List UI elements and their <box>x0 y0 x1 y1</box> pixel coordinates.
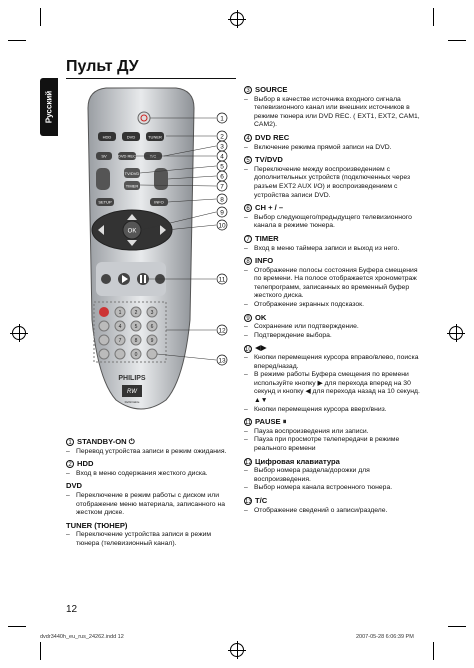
item-description-line: – Выбор номера канала встроенного тюнера. <box>244 484 420 493</box>
svg-text:5: 5 <box>134 324 138 330</box>
item-title: SOURCE <box>255 85 288 94</box>
item-heading <box>244 257 420 266</box>
item-description-line: – Выбор в качестве источника входного сигнала телевизионного канал или внешних источников в режиме тюнера или DVD REC. ( EXT1, EXT2, CAM1, CAM2). <box>244 96 420 130</box>
svg-text:2: 2 <box>134 310 138 316</box>
remote-source-label: SV <box>101 153 107 159</box>
svg-text:7: 7 <box>220 183 224 191</box>
remote-tvdvd-label: TV/DVD <box>124 171 140 176</box>
registration-mark <box>230 643 244 657</box>
item-number-badge: 13 <box>245 499 252 506</box>
item-number-badge: 12 <box>245 459 252 466</box>
svg-text:8: 8 <box>134 338 138 344</box>
description-item <box>244 134 420 152</box>
item-number-badge: 1 <box>66 438 74 446</box>
item-heading <box>244 418 420 427</box>
item-description-line: – Отображение полосы состояния Буфера смещения по времени. На полосе отображается хронометраж телепрограмм, записанных во временный буфер жесткого диска. <box>244 267 420 301</box>
remote-timer-label: TIMER <box>125 183 139 189</box>
svg-text:1: 1 <box>118 310 122 316</box>
item-title: PAUSE ⏸ <box>255 417 287 427</box>
remote-dvd-label: DVD <box>126 134 136 140</box>
item-title: CH + / – <box>255 203 284 213</box>
description-item <box>66 522 234 549</box>
registration-mark <box>230 12 244 26</box>
footer-right: 2007-05-28 6:06:39 PM <box>356 634 414 640</box>
item-heading <box>66 482 234 491</box>
item-description-line: – В режиме работы Буфера смещения по времени используйте кнопку ▶ для перехода вперед на 30 секунд и кнопку ◀ для перехода назад на 10 секунд. ▲▼ <box>244 371 420 405</box>
svg-text:5: 5 <box>220 163 224 171</box>
item-number-badge: 10 <box>245 346 252 353</box>
item-heading <box>244 134 420 143</box>
description-item <box>244 86 420 130</box>
remote-info-label: INFO <box>154 199 164 205</box>
item-title: HDD <box>77 459 94 469</box>
item-heading <box>66 460 234 469</box>
crop-mark <box>40 642 41 660</box>
item-heading <box>244 86 420 95</box>
description-item <box>66 438 234 456</box>
item-title: STANDBY-ON ⏻ <box>77 437 135 446</box>
registration-mark <box>449 326 463 340</box>
crop-mark <box>40 8 41 26</box>
svg-text:1: 1 <box>220 115 224 123</box>
item-description-line: – Пауза при просмотре телепередачи в режиме реального времени <box>244 436 420 453</box>
remote-tuner-label: TUNER <box>148 134 162 140</box>
item-heading <box>244 497 420 506</box>
item-description-line: – Переключение в режим работы с диском или отображение меню материала, записанного на жестком диске. <box>66 492 234 518</box>
language-tab: Русский <box>40 78 58 136</box>
item-title: TIMER <box>255 233 279 243</box>
description-item <box>244 418 420 453</box>
item-description-line: – Перевод устройства записи в режим ожидания. <box>66 448 234 457</box>
description-item <box>244 204 420 231</box>
remote-ok-label: OK <box>127 228 137 235</box>
item-description-line: – Пауза воспроизведения или записи. <box>244 428 420 437</box>
crop-mark <box>448 40 466 41</box>
description-item <box>244 257 420 310</box>
svg-text:0: 0 <box>134 352 138 358</box>
svg-text:2: 2 <box>220 133 224 141</box>
remote-brand: PHILIPS <box>118 375 146 382</box>
item-heading <box>244 156 420 165</box>
description-item <box>244 156 420 200</box>
svg-text:9: 9 <box>220 209 224 217</box>
item-description-line: – Переключение устройства записи в режим тюнера (телевизионный канал). <box>66 531 234 548</box>
item-heading <box>244 204 420 213</box>
item-number-badge: 6 <box>244 204 252 212</box>
page-number: 12 <box>66 604 78 615</box>
description-item <box>244 235 420 253</box>
page-title: Пульт ДУ <box>66 58 139 75</box>
svg-text:7: 7 <box>118 338 122 344</box>
description-item <box>244 497 420 515</box>
item-description-line: – Включение режима прямой записи на DVD. <box>244 144 420 153</box>
rw-sub: ReWritable <box>124 400 140 404</box>
item-title: TV/DVD <box>255 155 283 165</box>
item-description-line: – Вход в меню содержания жесткого диска. <box>66 470 234 479</box>
item-number-badge: 4 <box>244 134 252 142</box>
footer-left: dvdr3440h_eu_rus_24262.indd 12 <box>40 634 124 640</box>
svg-text:4: 4 <box>118 324 122 330</box>
item-description-line: – Кнопки перемещения курсора вверх/вниз. <box>244 406 420 415</box>
svg-text:3: 3 <box>150 310 154 316</box>
svg-text:9: 9 <box>150 338 154 344</box>
svg-text:6: 6 <box>220 173 224 181</box>
item-description-line: – Вход в меню таймера записи и выход из него. <box>244 245 420 254</box>
item-title: Цифровая клавиатура <box>255 456 340 466</box>
svg-text:12: 12 <box>218 327 226 335</box>
remote-hdd-label: HDD <box>102 134 112 140</box>
item-description-line: – Отображение сведений о записи/разделе. <box>244 507 420 516</box>
item-title: DVD <box>66 481 83 491</box>
remote-dvdrec-label: DVD REC <box>117 153 137 159</box>
item-description-line: – Кнопки перемещения курсора вправо/влево, поиска вперед/назад. <box>244 354 420 371</box>
item-title: T/C <box>255 495 268 505</box>
item-title: TUNER (ТЮНЕР) <box>66 520 128 530</box>
item-number-badge: 8 <box>244 257 252 265</box>
left-column <box>66 438 234 553</box>
remote-illustration <box>66 80 246 430</box>
svg-text:10: 10 <box>218 222 226 230</box>
rw-badge: RW <box>127 389 137 395</box>
item-title: DVD REC <box>255 132 290 142</box>
crop-mark <box>433 642 434 660</box>
item-number-badge: 3 <box>244 86 252 94</box>
item-heading <box>244 344 420 353</box>
crop-mark <box>8 626 26 627</box>
item-description-line: – Выбор номера раздела/дорожки для воспроизведения. <box>244 467 420 484</box>
remote-setup-label: SETUP <box>98 199 112 205</box>
item-description-line: – Отображение экранных подсказок. <box>244 301 420 310</box>
description-item <box>244 314 420 341</box>
item-heading <box>244 458 420 467</box>
item-heading <box>244 235 420 244</box>
svg-text:4: 4 <box>220 153 224 161</box>
crop-mark <box>448 626 466 627</box>
description-item <box>244 344 420 414</box>
item-number-badge: 7 <box>244 235 252 243</box>
right-column <box>244 86 420 519</box>
svg-text:13: 13 <box>218 357 226 365</box>
crop-mark <box>8 40 26 41</box>
svg-text:11: 11 <box>218 276 226 284</box>
item-title: INFO <box>255 256 274 266</box>
svg-text:3: 3 <box>220 143 224 151</box>
item-description-line: – Выбор следующего/предыдущего телевизионного канала в режиме тюнера. <box>244 214 420 231</box>
crop-mark <box>433 8 434 26</box>
remote-tc-label: T/C <box>149 153 157 159</box>
item-title: ◀▶ <box>255 343 267 353</box>
description-item <box>66 482 234 517</box>
title-rule <box>66 78 236 79</box>
item-heading <box>66 522 234 531</box>
registration-mark <box>12 326 26 340</box>
description-item <box>244 458 420 493</box>
item-heading <box>66 438 234 447</box>
item-description-line: – Переключение между воспроизведением с дополнительных устройств (подключенных через разъем EXT2 AUX I/O) и воспроизведением с устройства записи DVD. <box>244 166 420 200</box>
item-number-badge: 2 <box>66 460 74 468</box>
item-description-line: – Сохранение или подтверждение. <box>244 323 420 332</box>
item-title: OK <box>255 312 267 322</box>
description-item <box>66 460 234 478</box>
svg-text:6: 6 <box>150 324 154 330</box>
item-heading <box>244 314 420 323</box>
item-number-badge: 5 <box>244 156 252 164</box>
item-number-badge: 9 <box>244 314 252 322</box>
item-number-badge: 11 <box>245 420 252 427</box>
svg-text:8: 8 <box>220 196 224 204</box>
standby-button <box>138 112 150 124</box>
item-description-line: – Подтверждение выбора. <box>244 332 420 341</box>
